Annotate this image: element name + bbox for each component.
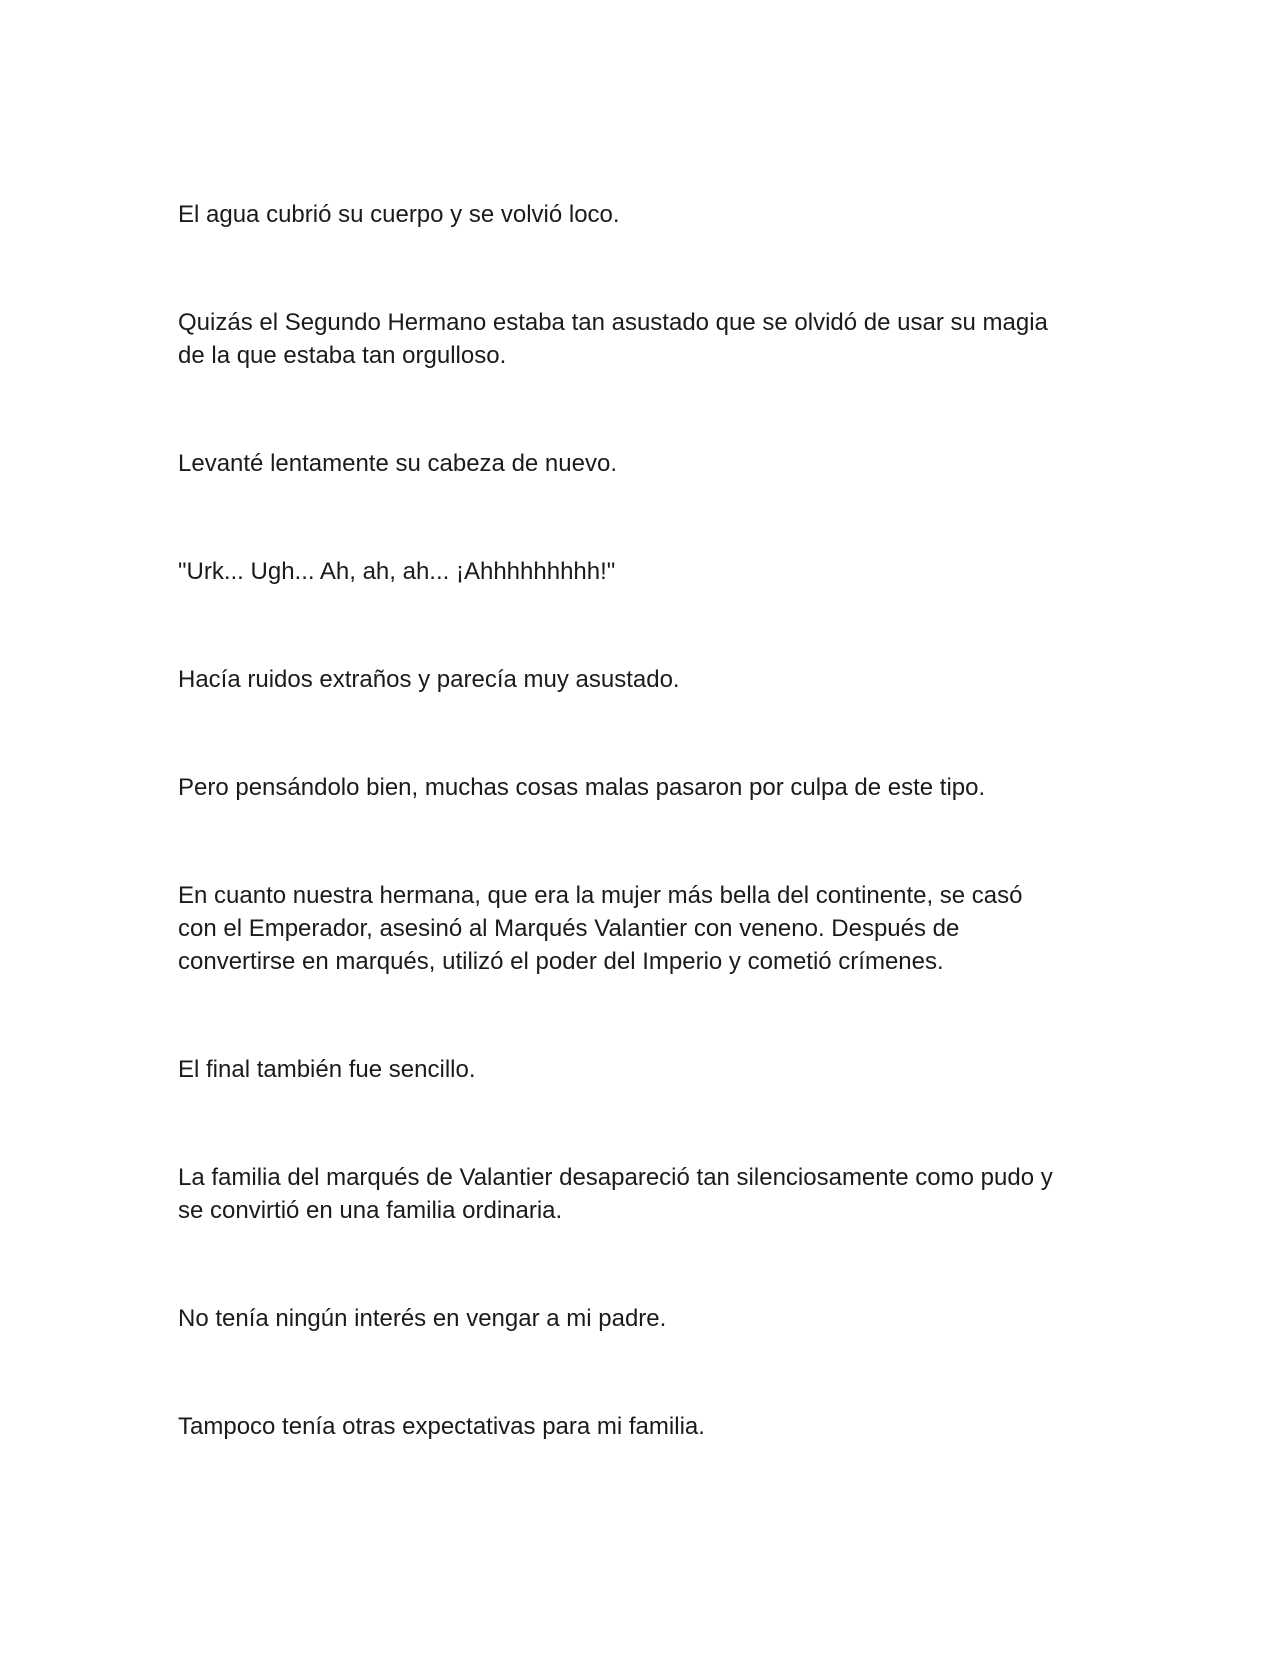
paragraph-3: Levanté lentamente su cabeza de nuevo. — [178, 450, 617, 477]
paragraph-6: Pero pensándolo bien, muchas cosas malas pasaron por culpa de este tipo. — [178, 774, 986, 801]
paragraph-9: La familia del marqués de Valantier desapareció tan silenciosamente como pudo y se convirtió en una familia ordinaria. — [178, 1164, 1053, 1224]
paragraph-4: "Urk... Ugh... Ah, ah, ah... ¡Ahhhhhhhhh!" — [178, 558, 616, 585]
paragraph-11: Tampoco tenía otras expectativas para mi familia. — [178, 1413, 705, 1440]
paragraph-10: No tenía ningún interés en vengar a mi padre. — [178, 1305, 667, 1332]
paragraph-5: Hacía ruidos extraños y parecía muy asustado. — [178, 666, 680, 693]
document-body — [178, 198, 1113, 1443]
paragraph-1: El agua cubrió su cuerpo y se volvió loco. — [178, 201, 620, 228]
paragraph-2: Quizás el Segundo Hermano estaba tan asustado que se olvidó de usar su magia de la que estaba tan orgulloso. — [178, 309, 1048, 369]
paragraph-7: En cuanto nuestra hermana, que era la mujer más bella del continente, se casó con el Emperador, asesinó al Marqués Valantier con veneno. Después de convertirse en marqués, utilizó el poder del Imperio y cometió crímenes. — [178, 882, 1023, 975]
paragraph-8: El final también fue sencillo. — [178, 1056, 476, 1083]
